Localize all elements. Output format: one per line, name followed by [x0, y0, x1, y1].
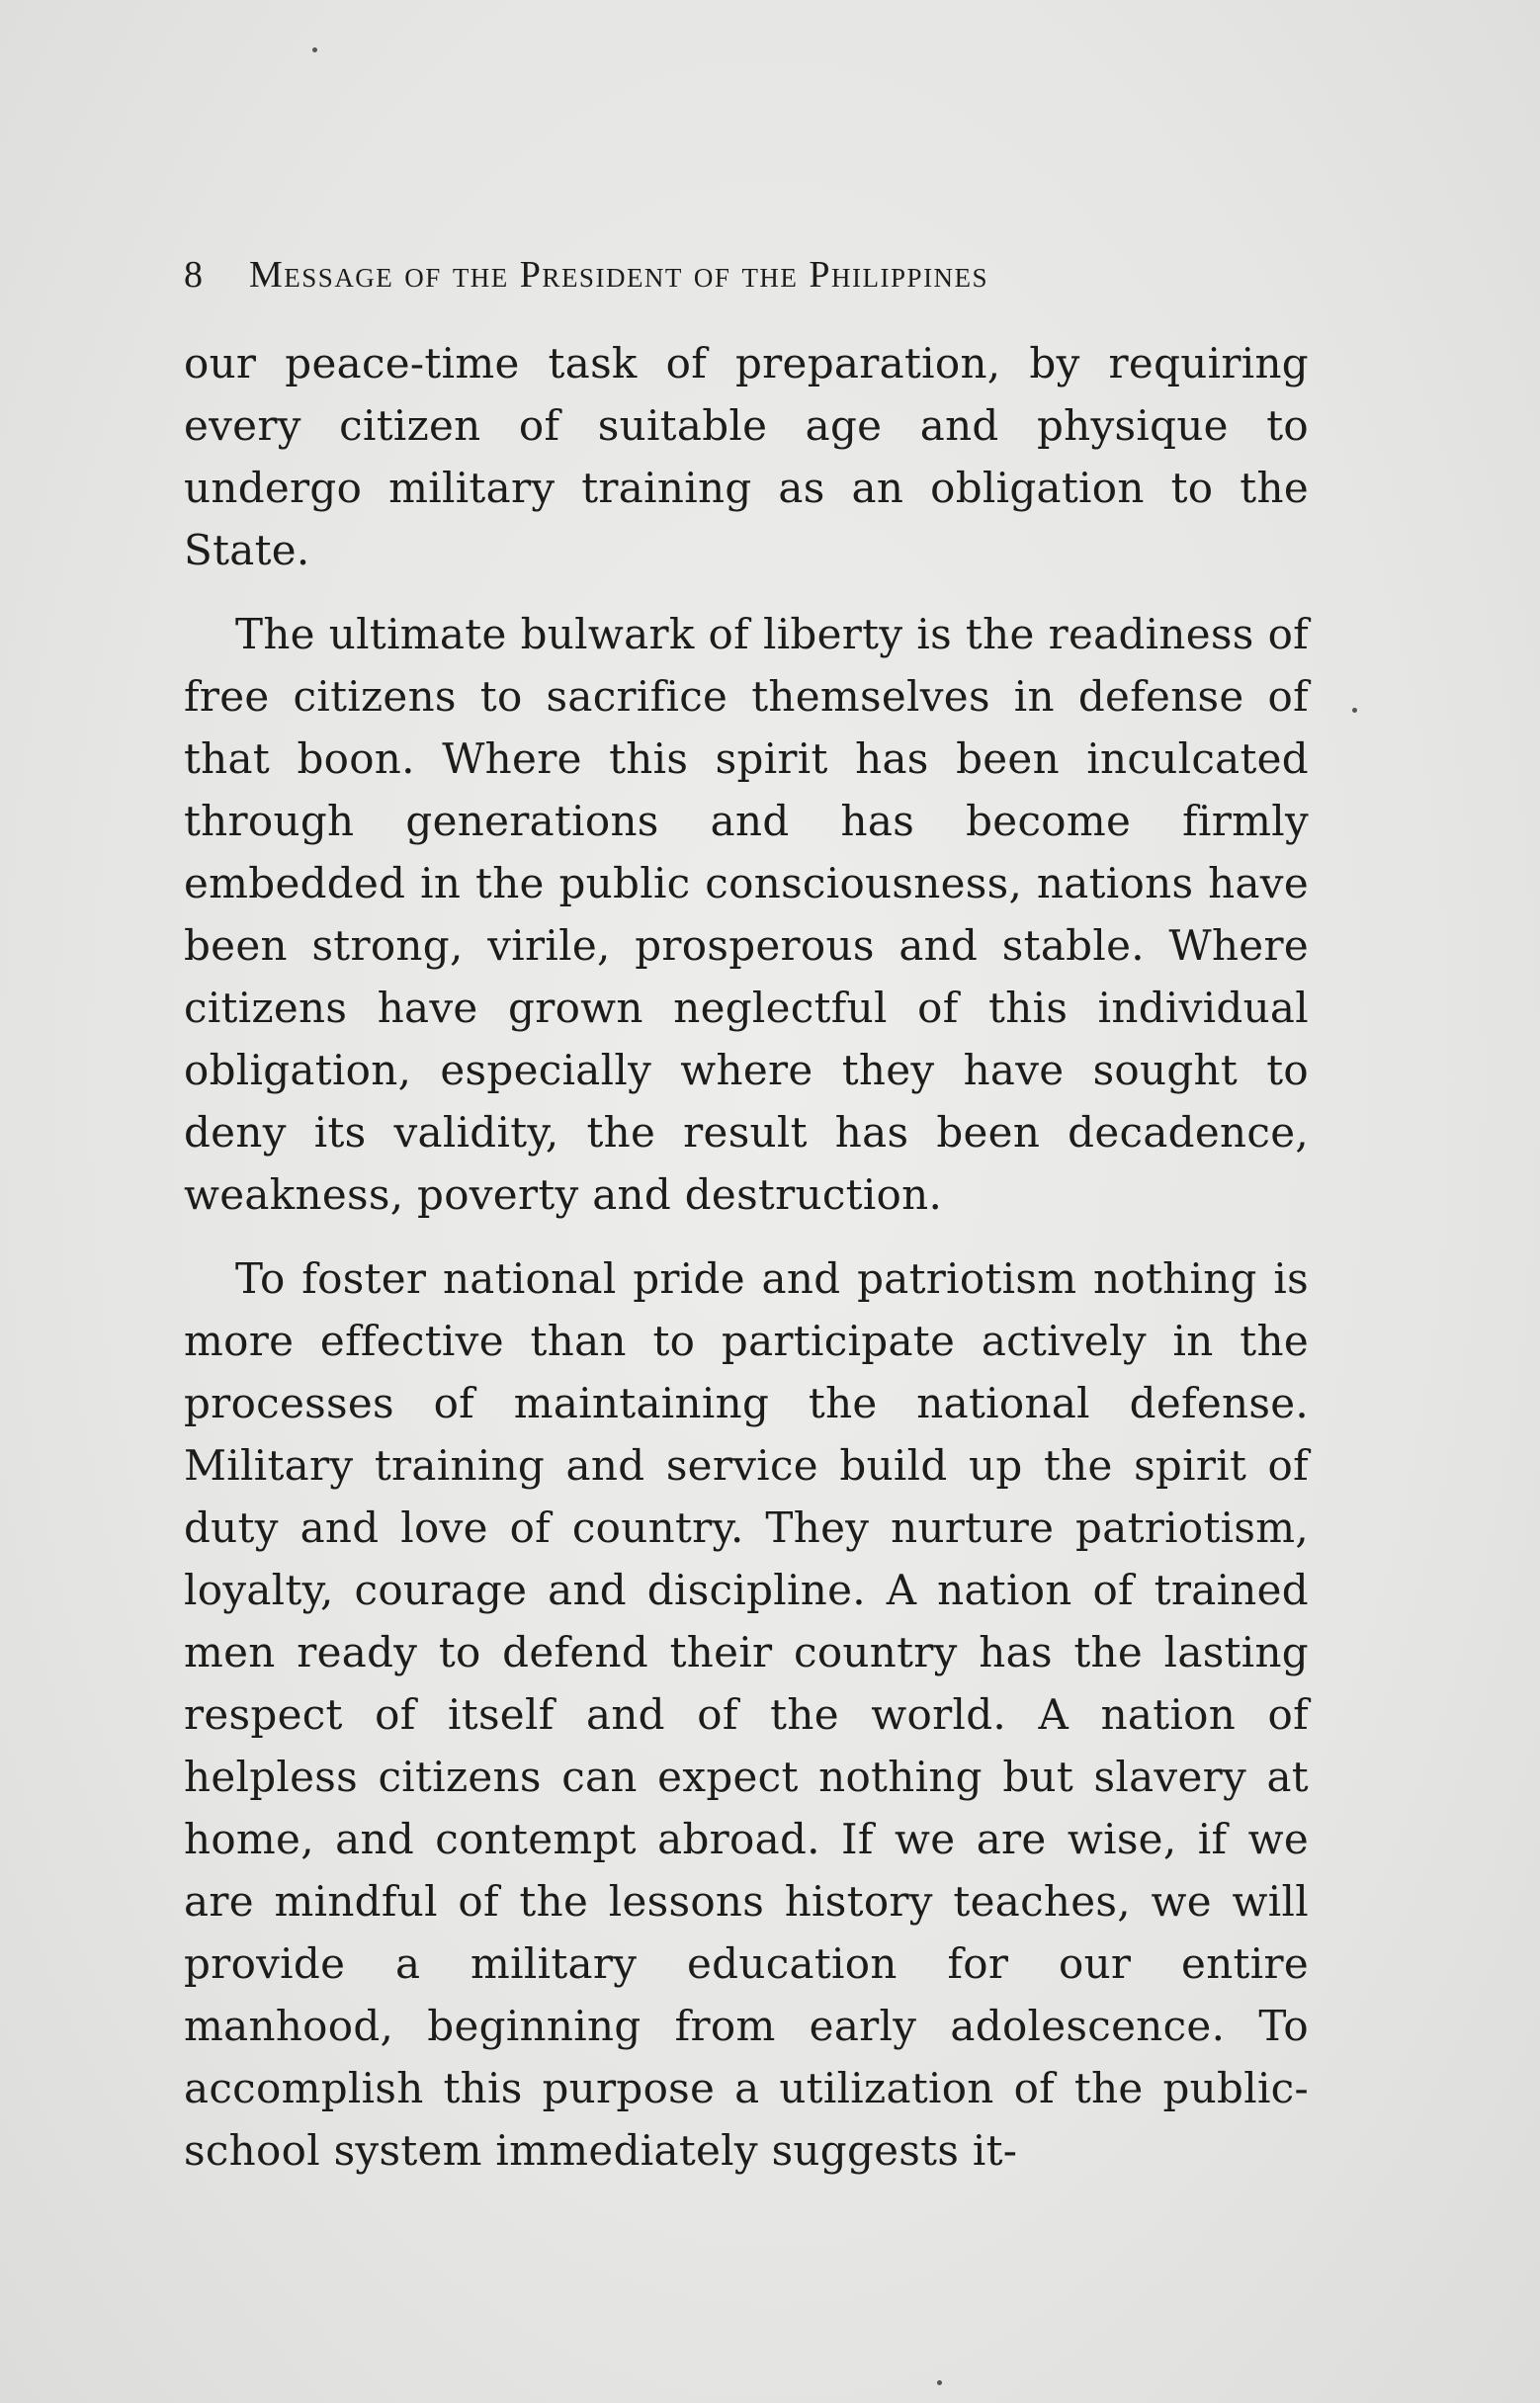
dust-speck — [1352, 708, 1357, 713]
header-title: Message of the President of the Philippines — [249, 254, 989, 296]
dust-speck — [937, 2380, 942, 2385]
paragraph-liberty: The ultimate bulwark of liberty is the readiness of free citizens to sacrifice themselves in defense of that boon. Where this spirit has been inculcated through generations and has become firmly embedded in the public consciousness, nations have been strong, virile, prosperous and stable. Where citizens have grown neglectful of this individual obligation, especially where they have sought to deny its validity, the result has been decadence, weakness, poverty and destruction. — [184, 610, 1309, 1219]
dust-speck — [312, 47, 317, 52]
body-text — [184, 332, 1309, 2203]
page-number: 8 — [184, 254, 204, 296]
paragraph-patriotism: To foster national pride and patriotism nothing is more effective than to participate actively in the processes of maintaining the national defense. Military training and service build up the spirit of duty and love of country. They nurture patriotism, loyalty, courage and discipline. A nation of trained men ready to defend their country has the lasting respect of itself and of the world. A nation of helpless citizens can expect nothing but slavery at home, and contempt abroad. If we are wise, if we are mindful of the lessons history teaches, we will provide a military education for our entire manhood, beginning from early adolescence. To accomplish this purpose a utilization of the public-school system immediately suggests it- — [184, 1254, 1309, 2175]
running-header — [184, 253, 1202, 302]
paragraph-continuation: our peace-time task of preparation, by requiring every citizen of suitable age and physique to undergo military training as an obligation to the State. — [184, 339, 1309, 574]
